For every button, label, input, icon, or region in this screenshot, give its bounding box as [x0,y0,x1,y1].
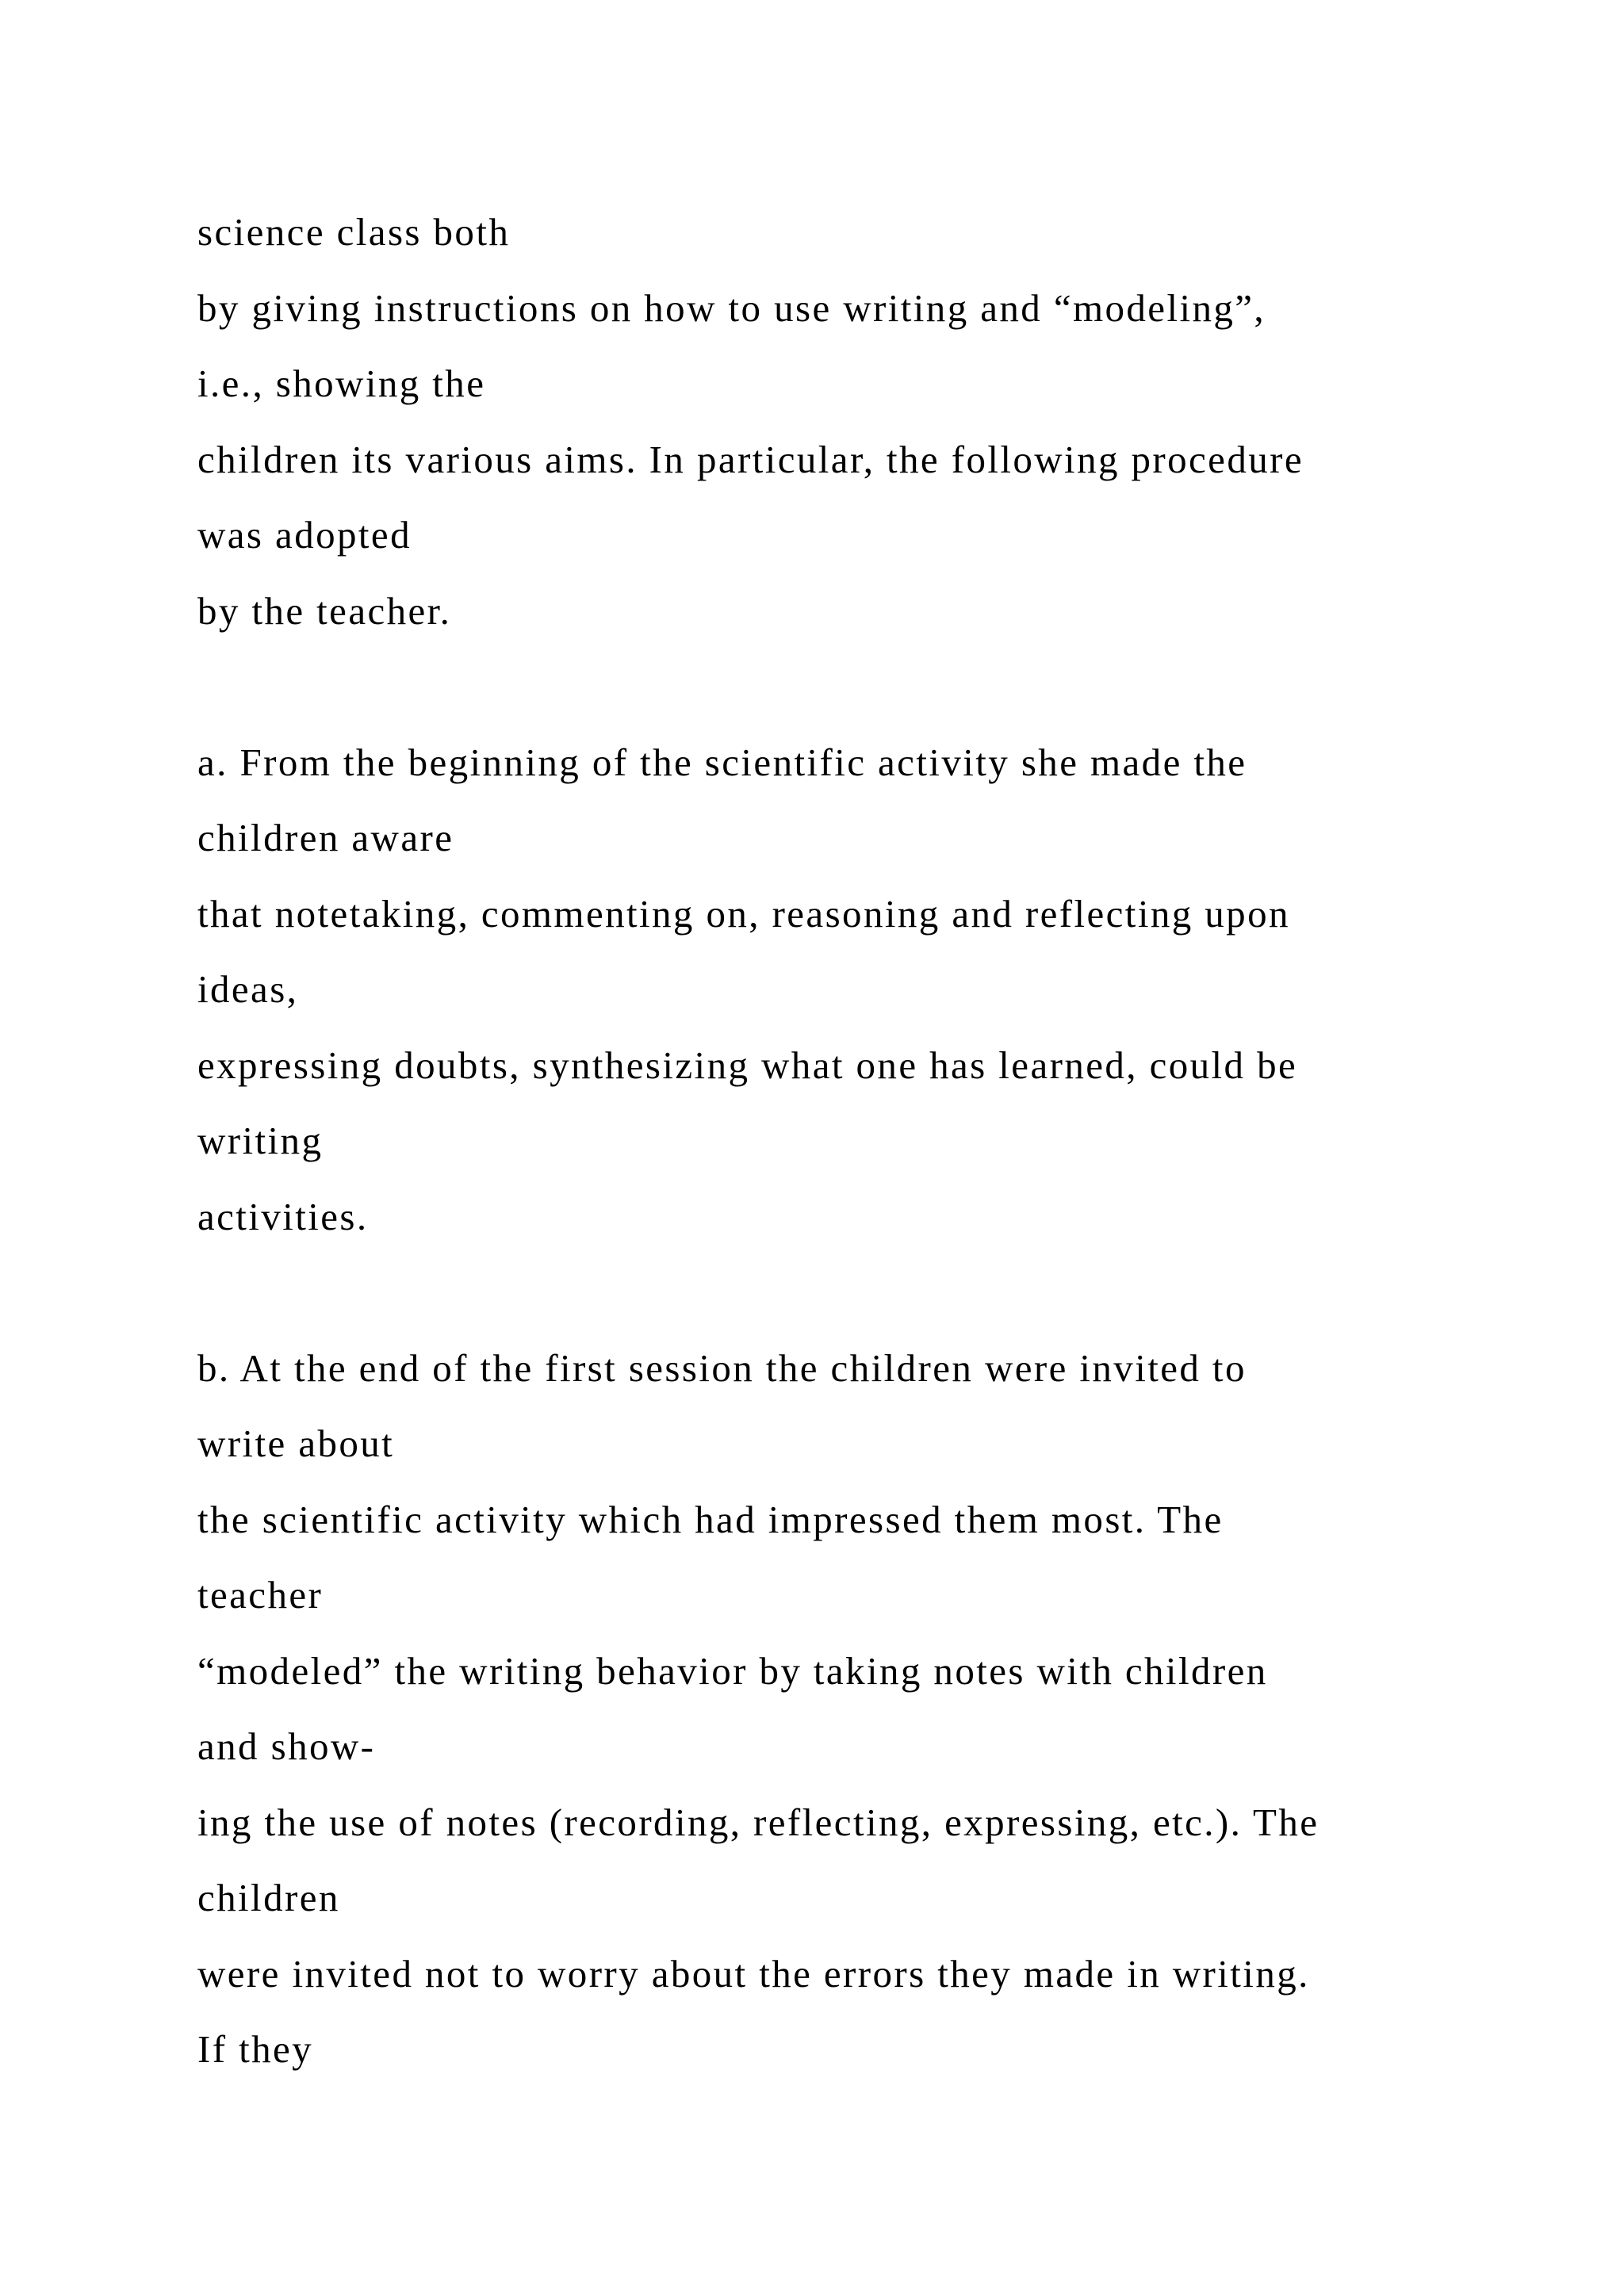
text-line: by giving instructions on how to use writing and “modeling”, [197,285,1266,330]
text-line: i.e., showing the [197,362,486,405]
text-line: and show- [197,1724,376,1768]
text-line: children its various aims. In particular, the following procedure [197,437,1304,481]
text-line: were invited not to worry about the errors they made in writing. [197,1951,1310,1996]
text-line: “modeled” the writing behavior by taking notes with children [197,1648,1268,1693]
text-line: the scientific activity which had impressed them most. The [197,1497,1224,1541]
text-line: expressing doubts, synthesizing what one has learned, could be [197,1043,1298,1087]
paragraph-gap [197,1254,1530,1330]
text-line: ing the use of notes (recording, reflecting, expressing, etc.). The [197,1800,1320,1844]
text-line: ideas, [197,967,299,1011]
text-line: write about [197,1422,395,1465]
text-line: b. At the end of the first session the children were invited to [197,1345,1247,1390]
text-line: a. From the beginning of the scientific activity she made the [197,740,1247,784]
text-line: children aware [197,816,454,859]
text-line: children [197,1876,340,1919]
text-line: was adopted [197,513,412,557]
text-line: science class both [197,210,511,254]
paragraph-gap [197,649,1530,725]
text-line: that notetaking, commenting on, reasoning and reflecting upon [197,891,1290,936]
text-line: by the teacher. [197,588,452,633]
text-line: If they [197,2027,314,2071]
document-body [197,194,1530,2087]
text-line: activities. [197,1194,369,1238]
text-line: teacher [197,1573,324,1617]
text-line: writing [197,1119,324,1162]
